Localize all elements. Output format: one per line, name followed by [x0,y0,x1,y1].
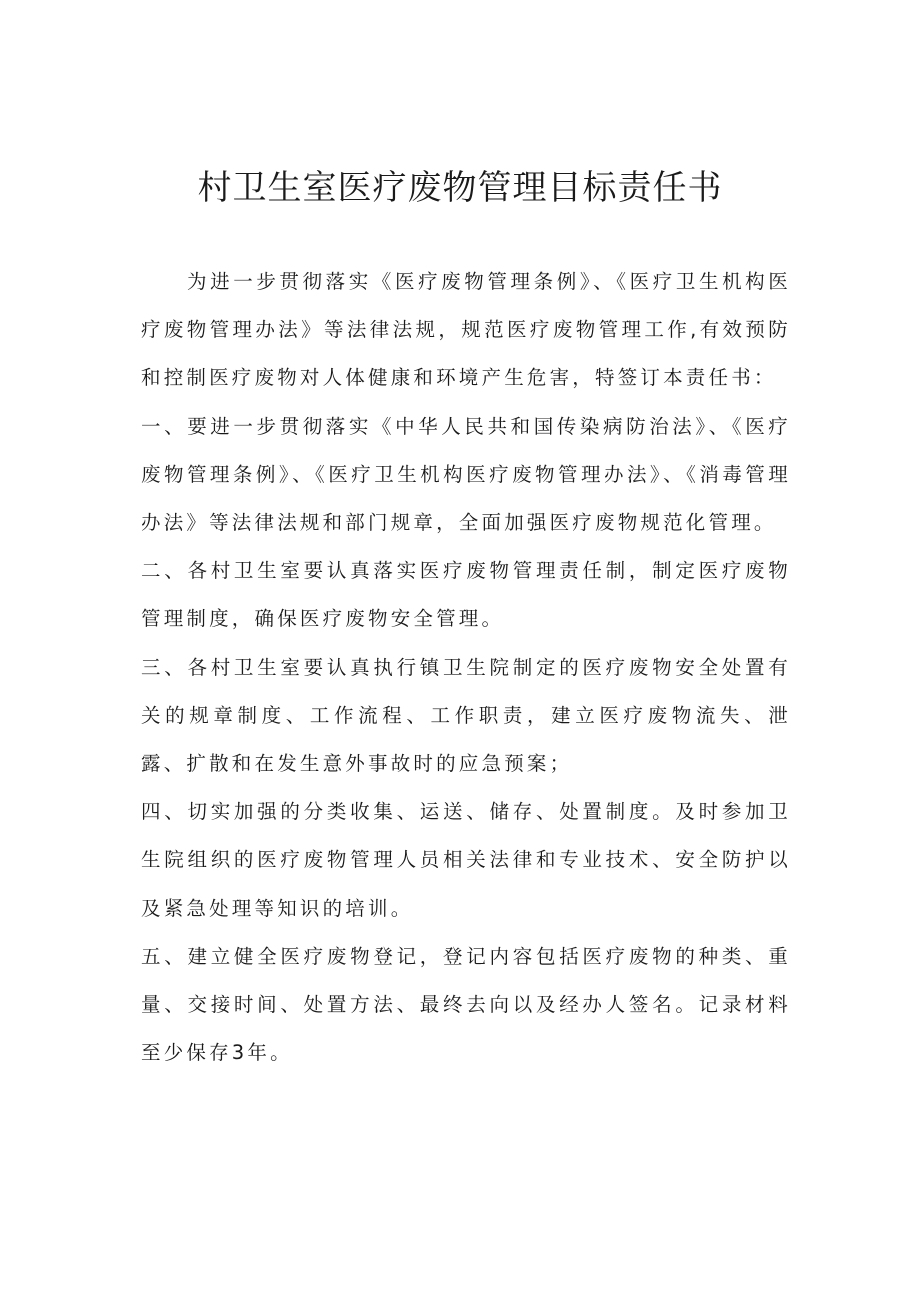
clause-2-paragraph: 二、各村卫生室要认真落实医疗废物管理责任制，制定医疗废物管理制度，确保医疗废物安全管理。 [141,559,791,631]
document-body [141,258,791,1077]
clause-1-paragraph: 一、要进一步贯彻落实《中华人民共和国传染病防治法》、《医疗废物管理条例》、《医疗卫生机构医疗废物管理办法》、《消毒管理办法》等法律法规和部门规章，全面加强医疗废物规范化管理。 [141,414,791,535]
clause-5-paragraph: 五、建立健全医疗废物登记，登记内容包括医疗废物的种类、重量、交接时间、处置方法、最终去向以及经办人签名。记录材料至少保存3年。 [141,944,791,1065]
clause-4-paragraph: 四、切实加强的分类收集、运送、储存、处置制度。及时参加卫生院组织的医疗废物管理人员相关法律和专业技术、安全防护以及紧急处理等知识的培训。 [141,800,791,920]
clause-3-paragraph: 三、各村卫生室要认真执行镇卫生院制定的医疗废物安全处置有关的规章制度、工作流程、工作职责，建立医疗废物流失、泄露、扩散和在发生意外事故时的应急预案； [141,655,791,776]
intro-paragraph: 为进一步贯彻落实《医疗废物管理条例》、《医疗卫生机构医疗废物管理办法》等法律法规，规范医疗废物管理工作,有效预防和控制医疗废物对人体健康和环境产生危害，特签订本责任书： [141,270,791,390]
document-title: 村卫生室医疗废物管理目标责任书 [197,168,723,208]
